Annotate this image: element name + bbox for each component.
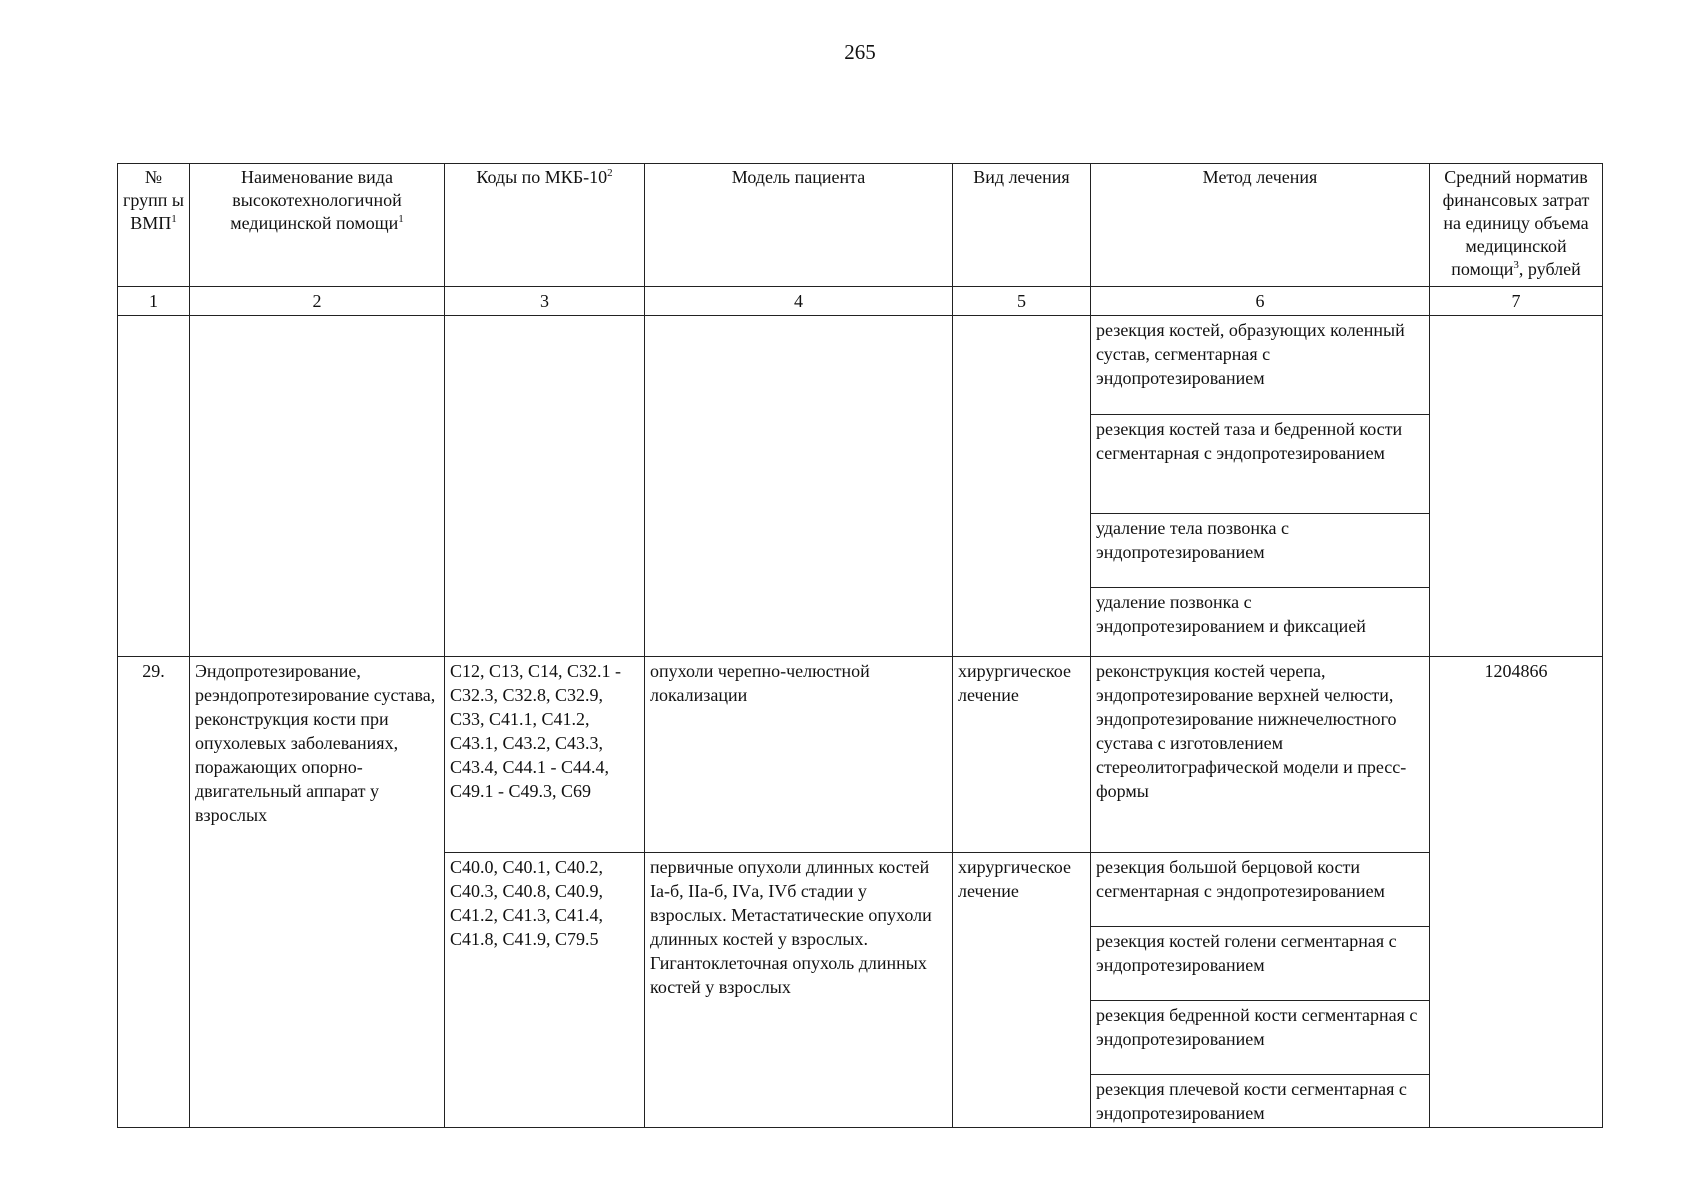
treatment-type: хирургическое лечение (953, 657, 1091, 853)
patient-model: первичные опухоли длинных костей Iа-б, IIа-б, IVа, IVб стадии у взрослых. Метастатические опухоли длинных костей у взрослых. Гигантоклеточная опухоль длинных костей у взрослых (645, 853, 953, 1128)
vmp-name: Эндопротезирование, реэндопротезирование сустава, реконструкция кости при опухолевых заболеваниях, поражающих опорно-двигательный аппарат у взрослых (190, 657, 445, 1128)
method-cell: реконструкция костей черепа, эндопротезирование верхней челюсти, эндопротезирование нижнечелюстного сустава с изготовлением стереолитографической модели и пресс-формы (1091, 657, 1430, 853)
column-number: 5 (953, 287, 1091, 316)
column-number: 3 (445, 287, 645, 316)
column-number: 4 (645, 287, 953, 316)
group-number: 29. (118, 657, 190, 1128)
patient-model: опухоли черепно-челюстной локализации (645, 657, 953, 853)
method-cell: резекция костей голени сегментарная с эндопротезированием (1091, 927, 1430, 1001)
empty-cell (118, 316, 190, 657)
table-header-row (118, 164, 1603, 287)
table-row (118, 316, 1603, 415)
header-patient-model: Модель пациента (645, 164, 953, 287)
column-number: 6 (1091, 287, 1430, 316)
empty-cell (953, 316, 1091, 657)
column-number-row (118, 287, 1603, 316)
treatment-type: хирургическое лечение (953, 853, 1091, 1128)
column-number: 1 (118, 287, 190, 316)
vmp-table (117, 163, 1603, 1128)
header-icd-codes: Коды по МКБ-$10^2$ (445, 164, 645, 287)
empty-cell (445, 316, 645, 657)
empty-cell (645, 316, 953, 657)
page-number: 265 (844, 40, 876, 64)
table-row (118, 657, 1603, 853)
icd-codes: C12, C13, C14, C32.1 - C32.3, C32.8, C32.9, C33, C41.1, C41.2, C43.1, C43.2, C43.3, C43.4, C44.1 - C44.4, C49.1 - C49.3, C69 (445, 657, 645, 853)
header-vmp-name: Наименование вида высокотехнологичной медицинской помощи$^1$ (190, 164, 445, 287)
header-treatment-method: Метод лечения (1091, 164, 1430, 287)
header-cost-norm: Средний норматив финансовых затрат на единицу объема медицинской помощи$^3$, рублей (1430, 164, 1603, 287)
method-cell: удаление тела позвонка с эндопротезированием (1091, 514, 1430, 588)
method-cell: резекция костей таза и бедренной кости сегментарная с эндопротезированием (1091, 415, 1430, 514)
cost-norm: 1204866 (1430, 657, 1603, 1128)
column-number: 2 (190, 287, 445, 316)
method-cell: резекция плечевой кости сегментарная с эндопротезированием (1091, 1075, 1430, 1128)
empty-cell (1430, 316, 1603, 657)
column-number: 7 (1430, 287, 1603, 316)
method-cell: резекция большой берцовой кости сегментарная с эндопротезированием (1091, 853, 1430, 927)
method-cell: резекция костей, образующих коленный сустав, сегментарная с эндопротезированием (1091, 316, 1430, 415)
empty-cell (190, 316, 445, 657)
header-treatment-type: Вид лечения (953, 164, 1091, 287)
method-cell: удаление позвонка с эндопротезированием и фиксацией (1091, 588, 1430, 657)
header-group-number: № групп ы ВМП$^1$ (118, 164, 190, 287)
method-cell: резекция бедренной кости сегментарная с эндопротезированием (1091, 1001, 1430, 1075)
icd-codes: C40.0, C40.1, C40.2, C40.3, C40.8, C40.9, C41.2, C41.3, C41.4, C41.8, C41.9, C79.5 (445, 853, 645, 1128)
